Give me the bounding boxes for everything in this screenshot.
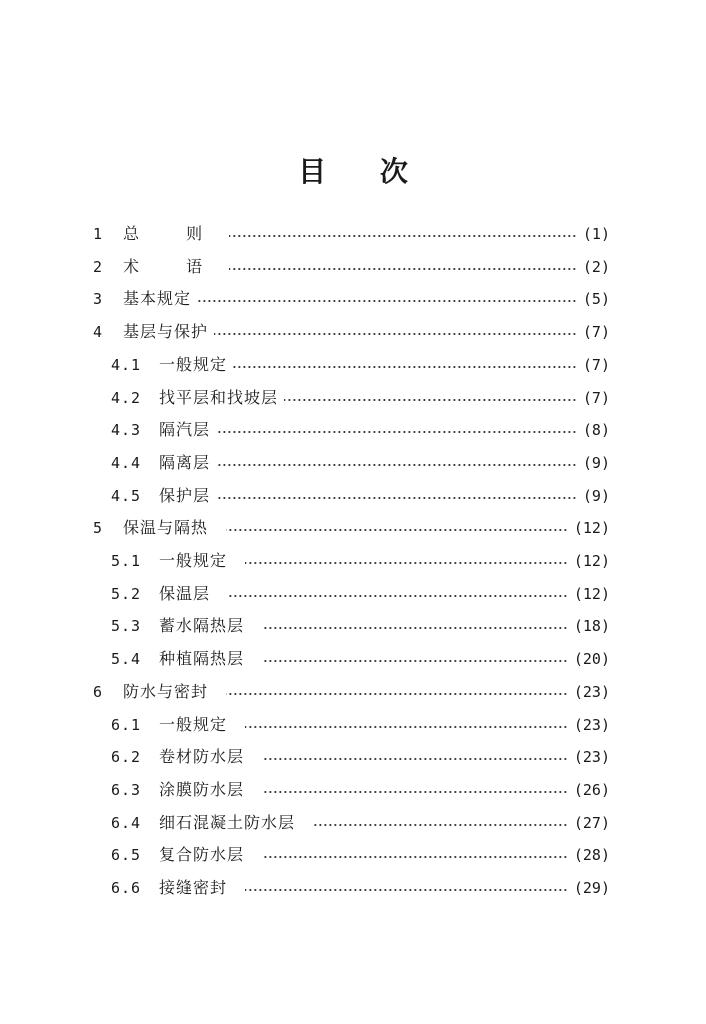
toc-entry-page: (1) — [582, 225, 610, 243]
toc-entry[interactable] — [111, 807, 610, 839]
toc-entry-label: 接缝密封 — [159, 878, 228, 897]
toc-entry-page: (29) — [573, 879, 610, 897]
toc-entry-label: 保温层 — [159, 583, 211, 603]
toc-entry-label: 隔离层 — [159, 452, 211, 472]
dot-leader — [216, 497, 577, 499]
toc-entry-page: (7) — [582, 388, 610, 407]
dot-leader — [245, 562, 568, 564]
toc-entry-label: 一般规定 — [159, 714, 228, 734]
dot-leader — [216, 464, 577, 466]
toc-entry-page: (12) — [573, 519, 610, 538]
toc-entry[interactable] — [111, 382, 610, 414]
toc-entry[interactable] — [111, 872, 610, 904]
toc-entry-label: 涂膜防水层 — [159, 779, 245, 799]
toc-entry-page: (26) — [573, 780, 610, 799]
toc-entry-page: (23) — [573, 748, 610, 767]
toc-entry-label: 卷材防水层 — [159, 747, 245, 767]
toc-entry-label: 种植隔热层 — [159, 649, 245, 669]
toc-entry[interactable] — [111, 447, 610, 479]
toc-entry-page: (7) — [582, 323, 610, 342]
toc-entry-page: (23) — [573, 682, 610, 701]
toc-entry-page: (12) — [573, 584, 610, 603]
dot-leader — [229, 235, 577, 237]
toc-entry-number: 4.2 — [111, 388, 142, 407]
toc-entry-label: 总 则 — [123, 224, 224, 243]
page-title: 目 次 — [298, 155, 430, 188]
toc-entry-page: (27) — [573, 813, 610, 832]
dot-leader — [214, 333, 577, 335]
toc-entry-number: 4.1 — [111, 355, 142, 374]
dot-leader — [313, 824, 568, 826]
dot-leader — [229, 268, 577, 270]
toc-entry-label: 复合防水层 — [159, 845, 245, 865]
toc-entry-label: 保护层 — [159, 485, 211, 505]
toc-entry[interactable] — [111, 643, 610, 675]
toc-entry[interactable] — [111, 414, 610, 446]
toc-entry-label: 细石混凝土防水层 — [159, 812, 296, 832]
toc-entry[interactable] — [111, 839, 610, 871]
dot-leader — [262, 660, 568, 662]
toc-entry-number: 3 — [93, 290, 104, 309]
toc-entry-page: (12) — [573, 552, 610, 570]
toc-entry[interactable] — [111, 774, 610, 806]
toc-entry-label: 蓄水隔热层 — [159, 616, 245, 636]
dot-leader — [228, 595, 568, 597]
toc-entry[interactable] — [93, 676, 610, 708]
toc-entry-number: 6.3 — [111, 780, 142, 799]
dot-leader — [245, 726, 568, 728]
dot-leader — [262, 856, 568, 858]
toc-entry[interactable] — [111, 610, 610, 642]
toc-entry-number: 4.5 — [111, 486, 142, 505]
toc-entry-number: 6.1 — [111, 715, 142, 734]
toc-entry-number: 6.2 — [111, 748, 142, 767]
dot-leader — [262, 758, 568, 760]
toc-entry-number: 5 — [93, 519, 104, 538]
toc-entry[interactable] — [93, 512, 610, 544]
toc-entry[interactable] — [93, 316, 610, 348]
toc-entry-page: (18) — [573, 617, 610, 636]
dot-leader — [197, 300, 577, 302]
toc-entry-label: 防水与密封 — [123, 681, 209, 701]
toc-entry[interactable] — [93, 283, 610, 315]
toc-entry-page: (5) — [582, 290, 610, 309]
toc-entry-page: (8) — [582, 421, 610, 440]
dot-leader — [216, 431, 577, 433]
toc-entry-label: 一般规定 — [159, 354, 228, 374]
toc-entry-label: 基层与保护 — [123, 322, 209, 342]
dot-leader — [226, 693, 568, 695]
toc-entry[interactable] — [111, 545, 610, 577]
toc-entry[interactable] — [111, 349, 610, 381]
toc-entry-number: 5.3 — [111, 617, 142, 636]
dot-leader — [262, 627, 568, 629]
toc-entry-page: (9) — [582, 486, 610, 505]
toc-entry[interactable] — [93, 218, 610, 250]
toc-entry-label: 术 语 — [123, 256, 224, 276]
toc-entry-number: 2 — [93, 257, 104, 276]
toc-entry-number: 5.4 — [111, 650, 142, 669]
toc-entry-page: (23) — [573, 715, 610, 734]
toc-entry-number: 6.4 — [111, 813, 142, 832]
toc-entry-page: (28) — [573, 846, 610, 865]
toc-entry-number: 6 — [93, 682, 104, 701]
toc-entry-number: 6.6 — [111, 879, 142, 897]
toc-entry-page: (7) — [582, 355, 610, 374]
dot-leader — [262, 791, 568, 793]
dot-leader — [226, 529, 568, 531]
toc-entry[interactable] — [111, 578, 610, 610]
toc-entry-number: 6.5 — [111, 846, 142, 865]
toc-entry-label: 保温与隔热 — [123, 518, 209, 538]
toc-entry-label: 一般规定 — [159, 551, 228, 570]
toc-entry-page: (9) — [582, 453, 610, 472]
toc-entry-page: (20) — [573, 650, 610, 669]
dot-leader — [245, 889, 568, 891]
toc-entry-label: 基本规定 — [123, 289, 192, 309]
toc-entry-number: 4.4 — [111, 453, 142, 472]
dot-leader — [284, 399, 577, 401]
toc-entry-number: 5.1 — [111, 552, 142, 570]
dot-leader — [233, 366, 577, 368]
toc-entry[interactable] — [111, 480, 610, 512]
toc-entry-number: 4.3 — [111, 421, 142, 440]
toc-entry-label: 找平层和找坡层 — [159, 387, 279, 407]
toc-entry-page: (2) — [582, 257, 610, 276]
toc-entry-number: 5.2 — [111, 584, 142, 603]
toc-entry-number: 4 — [93, 323, 104, 342]
toc-entry[interactable] — [93, 251, 610, 283]
toc-entry[interactable] — [111, 709, 610, 741]
toc-entry-number: 1 — [93, 225, 104, 243]
toc-entry[interactable] — [111, 741, 610, 773]
toc-entry-label: 隔汽层 — [159, 420, 211, 440]
